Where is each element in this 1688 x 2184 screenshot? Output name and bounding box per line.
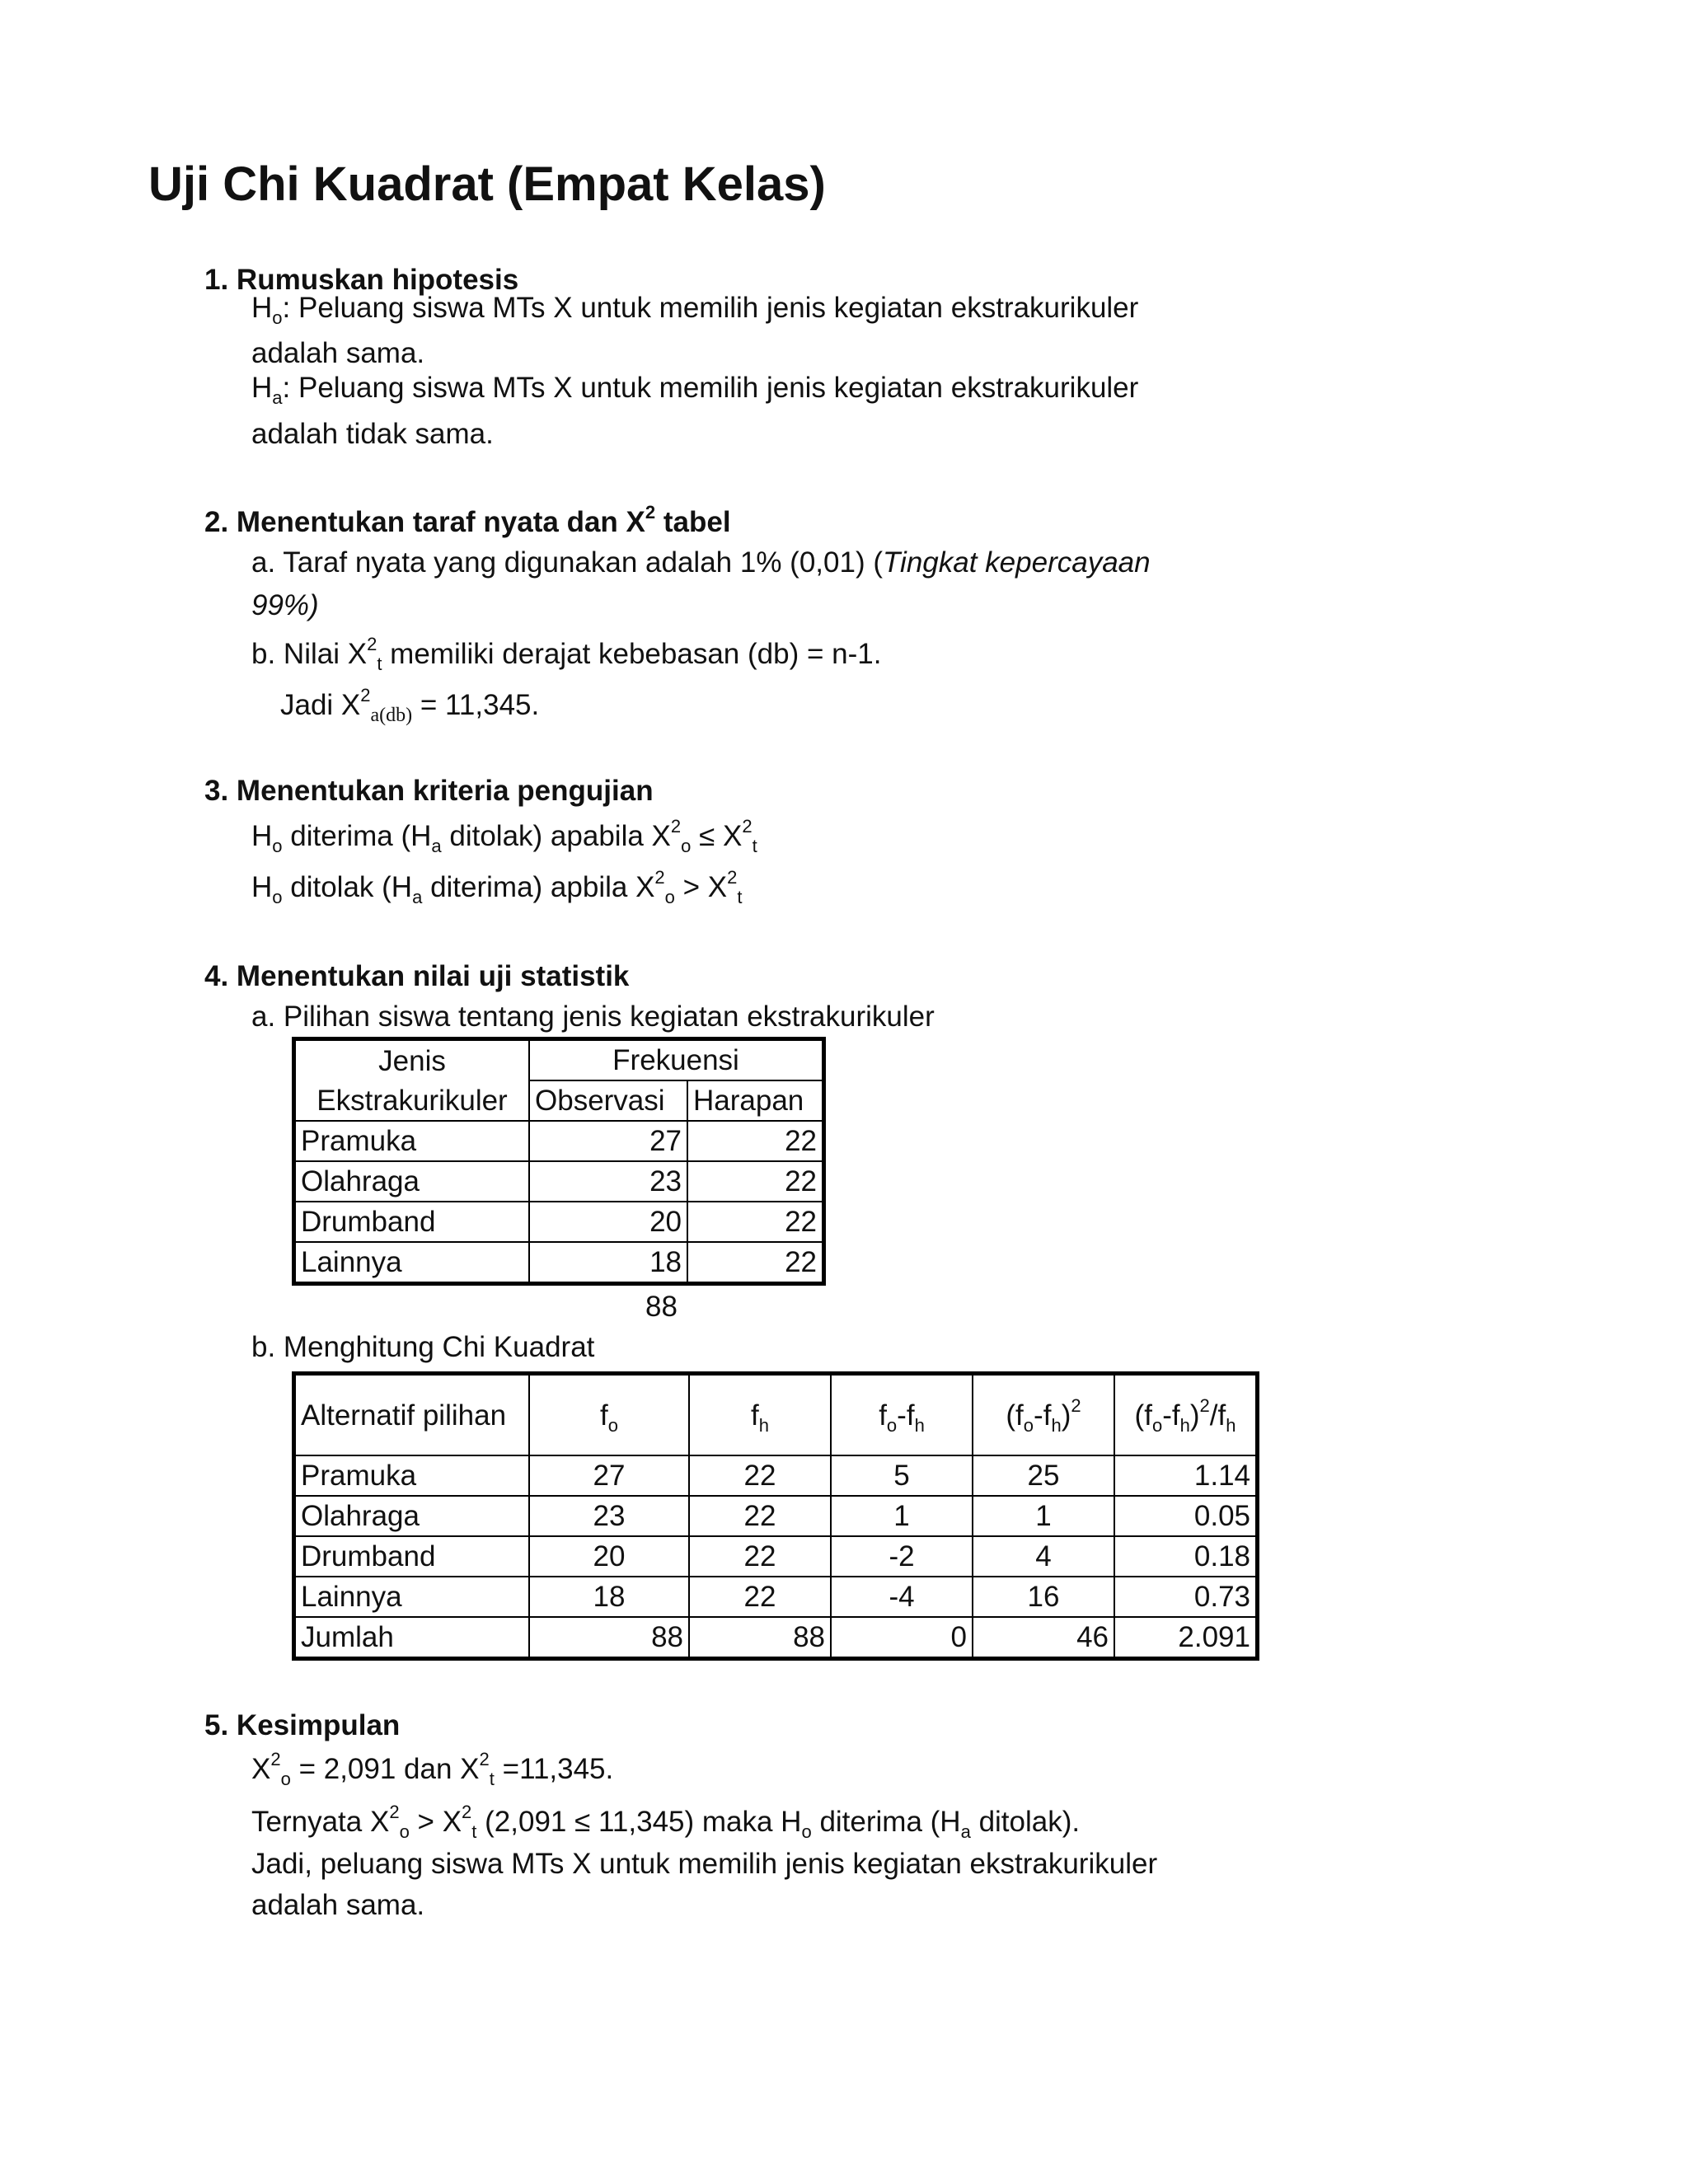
table-1-caption: a. Pilihan siswa tentang jenis kegiatan ekstrakurikuler	[251, 1001, 935, 1033]
table-row: Pramuka 27 22	[294, 1121, 824, 1161]
chi-table-value-line: Jadi $X^2_{a(db)} = 11,345$.	[280, 685, 540, 726]
criteria-accept-line: $H_o$ diterima ($H_a$ ditolak) apabila $X^2_o \le X^2_t$	[251, 816, 757, 856]
conclusion-line-4: adalah sama.	[251, 1889, 425, 1921]
observed-total: 88	[645, 1291, 678, 1323]
significance-line-2: 99%)	[251, 589, 319, 621]
hypothesis-ho-line: $H_o$: Peluang siswa MTs X untuk memilih jenis kegiatan ekstrakurikuler	[251, 292, 1139, 328]
page-title: Uji Chi Kuadrat (Empat Kelas)	[148, 157, 826, 211]
header-fo-fh: $f_o-f_h$	[831, 1374, 973, 1456]
header-jenis: Jenis	[294, 1039, 530, 1081]
degree-freedom-line: b. Nilai $X^2_t$ memiliki derajat kebebasan (db) = n-1.	[251, 634, 882, 674]
table-row: Olahraga 23 22	[294, 1161, 824, 1202]
criteria-reject-line: $H_o$ ditolak ($H_a$ diterima) apbila $X^2_o > X^2_t$	[251, 867, 743, 907]
header-fo: $f_o$	[529, 1374, 689, 1456]
header-squared: $(f_o-f_h)^2$	[973, 1374, 1114, 1456]
table-row: Pramuka 27 22 5 25 1.14	[294, 1455, 1258, 1496]
section-5-heading: 5. Kesimpulan	[204, 1709, 401, 1741]
hypothesis-ha-line: $H_a$: Peluang siswa MTs X untuk memilih jenis kegiatan ekstrakurikuler	[251, 372, 1139, 408]
table-2-caption: b. Menghitung Chi Kuadrat	[251, 1331, 595, 1363]
header-ratio: $(f_o-f_h)^2/f_h$	[1114, 1374, 1258, 1456]
chi-square-table	[292, 1371, 1259, 1661]
header-alternatif: Alternatif pilihan	[294, 1374, 530, 1456]
table-row: Lainnya 18 22	[294, 1242, 824, 1284]
conclusion-comparison-line: Ternyata $X^2_o > X^2_t$ (2,091 ≤ 11,345) maka $H_o$ diterima ($H_a$ ditolak).	[251, 1802, 1081, 1842]
conclusion-values-line: $X^2_o = 2,091$ dan $X^2_t =11,345$.	[251, 1749, 614, 1789]
header-ekstrakurikuler: Ekstrakurikuler	[294, 1080, 530, 1121]
section-1-heading: 1. Rumuskan hipotesis	[204, 264, 519, 296]
conclusion-line-3: Jadi, peluang siswa MTs X untuk memilih jenis kegiatan ekstrakurikuler	[251, 1848, 1158, 1880]
table-row: Lainnya 18 22 -4 16 0.73	[294, 1577, 1258, 1617]
table-total-row: Jumlah 88 88 0 46 2.091	[294, 1617, 1258, 1659]
header-fh: $f_h$	[689, 1374, 831, 1456]
header-observasi: Observasi	[529, 1080, 687, 1121]
hypothesis-ha-line-2: adalah tidak sama.	[251, 418, 494, 450]
frequency-table	[292, 1037, 826, 1286]
table-row: Drumband 20 22 -2 4 0.18	[294, 1536, 1258, 1577]
section-2-heading: 2. Menentukan taraf nyata dan $X^2$ tabel	[204, 502, 731, 538]
table-row: Olahraga 23 22 1 1 0.05	[294, 1496, 1258, 1536]
section-4-heading: 4. Menentukan nilai uji statistik	[204, 960, 630, 992]
section-3-heading: 3. Menentukan kriteria pengujian	[204, 775, 654, 807]
header-harapan: Harapan	[687, 1080, 824, 1121]
table-row: Drumband 20 22	[294, 1202, 824, 1242]
significance-line: a. Taraf nyata yang digunakan adalah 1% (0,01) (Tingkat kepercayaan	[251, 546, 1151, 579]
header-frekuensi: Frekuensi	[529, 1039, 824, 1081]
hypothesis-ho-line-2: adalah sama.	[251, 337, 425, 369]
